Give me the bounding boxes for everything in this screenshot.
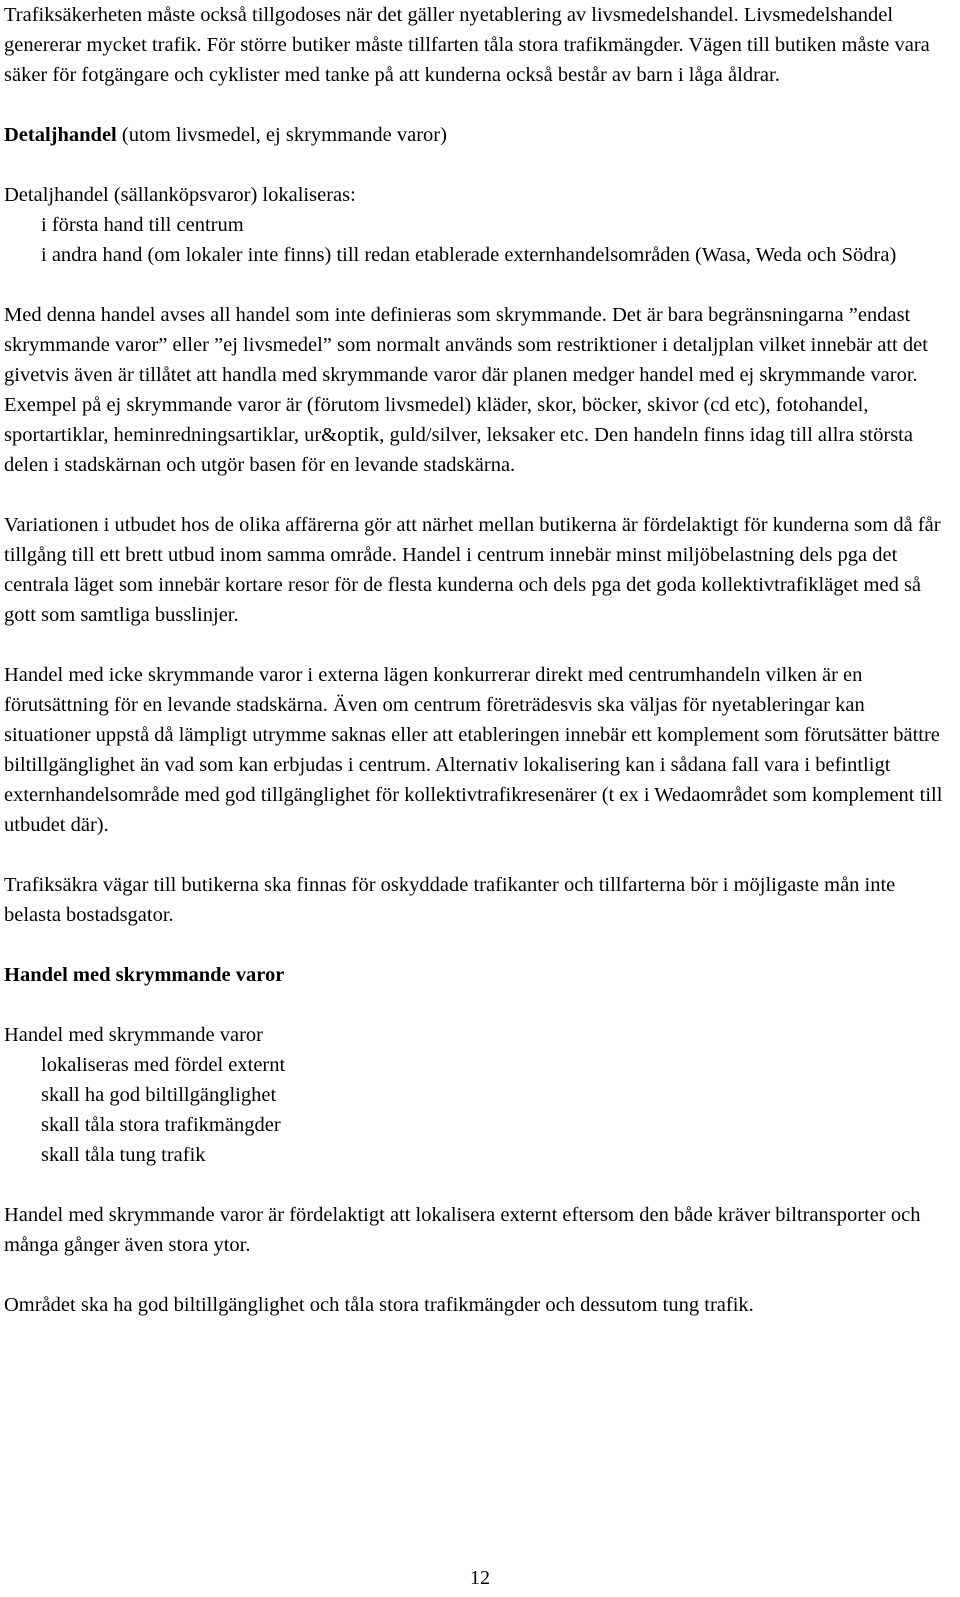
section2-item: skall ha god biltillgänglighet	[41, 1084, 277, 1106]
section1-item: i första hand till centrum	[41, 214, 244, 236]
section2-item: skall tåla stora trafikmängder	[41, 1114, 281, 1136]
page-number: 12	[470, 1567, 490, 1589]
section1-lead: Detaljhandel (sällanköpsvaror) lokaliseras:	[4, 184, 356, 206]
section-heading-rest: (utom livsmedel, ej skrymmande varor)	[116, 124, 447, 146]
section2-item: skall tåla tung trafik	[41, 1144, 206, 1166]
section1-paragraph: Trafiksäkra vägar till butikerna ska finnas för oskyddade trafikanter och tillfarterna bör i möjligaste mån inte belasta bostadsgator.	[4, 874, 896, 926]
section1-paragraph: Variationen i utbudet hos de olika affärerna gör att närhet mellan butikerna är fördelaktigt för kunderna som då får tillgång till ett brett utbud inom samma område. Handel i centrum innebär minst miljöbelastning dels pga det centrala läget som innebär kortare resor för de flesta kunderna och dels pga det goda kollektivtrafikläget med så gott som samtliga busslinjer.	[4, 514, 941, 626]
section2-paragraph: Handel med skrymmande varor är fördelaktigt att lokalisera externt eftersom den både kräver biltransporter och många gånger även stora ytor.	[4, 1204, 921, 1256]
intro-paragraph: Trafiksäkerheten måste också tillgodoses när det gäller nyetablering av livsmedelshandel. Livsmedelshandel genererar mycket trafik. För större butiker måste tillfarten tåla stora trafikmängder. Vägen till butiken måste vara säker för fotgängare och cyklister med tanke på att kunderna också består av barn i låga åldrar.	[4, 4, 930, 86]
section2-lead: Handel med skrymmande varor	[4, 1024, 264, 1046]
section2-item: lokaliseras med fördel externt	[41, 1054, 286, 1076]
section1-paragraph: Handel med icke skrymmande varor i externa lägen konkurrerar direkt med centrumhandeln vilken är en förutsättning för en levande stadskärna. Även om centrum företrädesvis ska väljas för nyetableringar kan situationer uppstå då lämpligt utrymme saknas eller att etableringen innebär ett komplement som förutsätter bättre biltillgänglighet än vad som kan erbjudas i centrum. Alternativ lokalisering kan i sådana fall vara i befintligt externhandelsområde med god tillgänglighet för kollektivtrafikresenärer (t ex i Wedaområdet som komplement till utbudet där).	[4, 664, 943, 836]
section-heading-skrymmande: Handel med skrymmande varor	[4, 964, 285, 986]
section-heading-detaljhandel	[4, 120, 944, 150]
section2-paragraph: Området ska ha god biltillgänglighet och tåla stora trafikmängder och dessutom tung trafik.	[4, 1294, 754, 1316]
section-heading-bold: Detaljhandel	[4, 124, 117, 146]
section1-paragraph: Med denna handel avses all handel som inte definieras som skrymmande. Det är bara begränsningarna ”endast skrymmande varor” eller ”ej livsmedel” som normalt används som restriktioner i detaljplan vilket innebär att det givetvis även är tillåtet att handla med skrymmande varor där planen medger handel med ej skrymmande varor. Exempel på ej skrymmande varor är (förutom livsmedel) kläder, skor, böcker, skivor (cd etc), fotohandel, sportartiklar, heminredningsartiklar, ur&optik, guld/silver, leksaker etc. Den handeln finns idag till allra största delen i stadskärnan och utgör basen för en levande stadskärna.	[4, 304, 928, 476]
section1-item: i andra hand (om lokaler inte finns) till redan etablerade externhandelsområden (Wasa, Weda och Södra)	[41, 244, 897, 266]
